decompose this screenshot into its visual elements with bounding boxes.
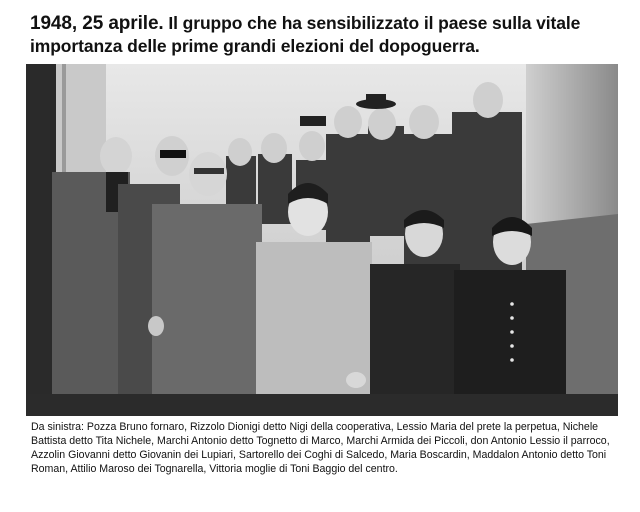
headline-text: Il gruppo che ha sensibilizzato il paese sulla vitale importanza delle prime grandi elezioni del dopoguerra.: [30, 13, 581, 56]
group-photo-icon: [26, 64, 618, 416]
group-photo: [26, 64, 618, 416]
headline: [30, 12, 620, 57]
photo-caption: Da sinistra: Pozza Bruno fornaro, Rizzolo Dionigi detto Nigi della cooperativa, Lessio Maria del prete la perpetua, Nichele Battista detto Tita Nichele, Marchi Antonio detto Tognetto di Marco, Marchi Armida dei Piccoli, don Antonio Lessio il parroco, Azzolin Giovanni detto Giovanin dei Lupiari, Sartorello dei Coghi di Salcedo, Maria Boscardin, Maddalon Antonio detto Toni Roman, Attilio Maroso dei Tognarella, Vittoria moglie di Toni Baggio del centro.: [31, 421, 610, 475]
headline-date: 1948, 25 aprile.: [30, 13, 164, 34]
